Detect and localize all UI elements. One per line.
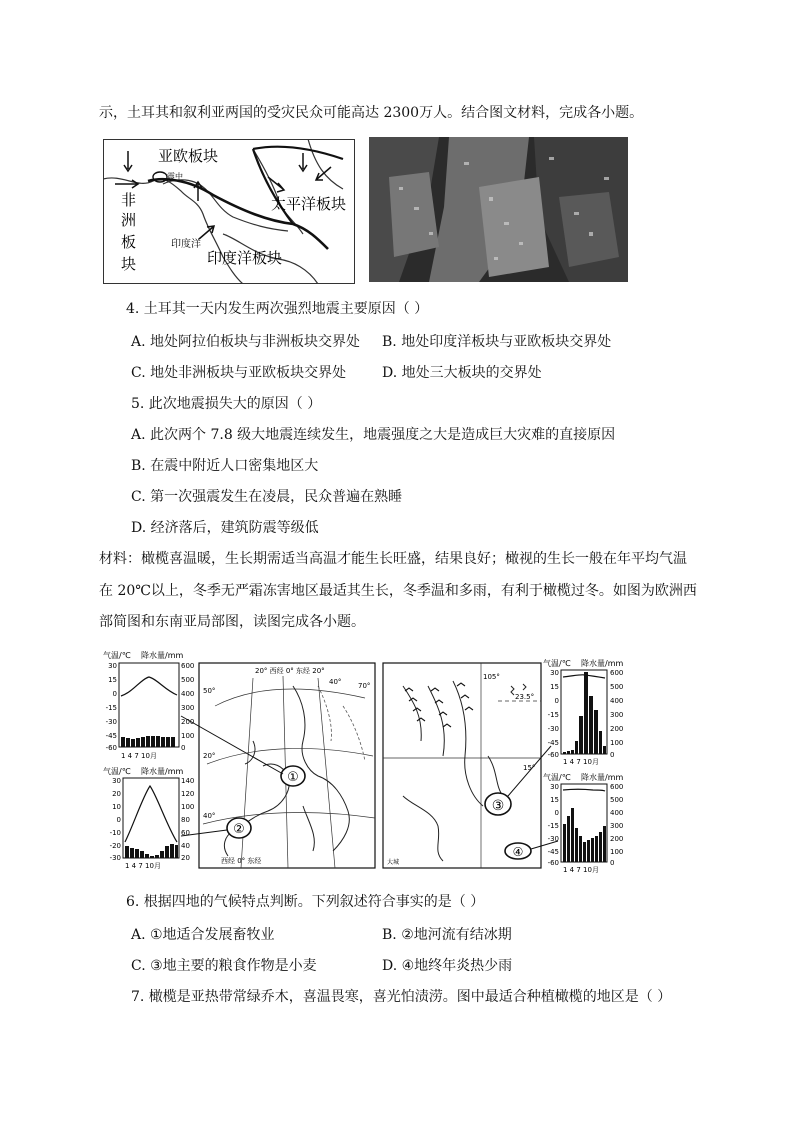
- svg-text:300: 300: [610, 711, 624, 719]
- q5-stem: 5. 此次地震损失大的原因（ ）: [131, 396, 322, 412]
- material-line-1: 材料：橄榄喜温暖，生长期需适当高温才能生长旺盛，结果良好；橄视的生长一般在年平均气温: [99, 551, 687, 567]
- svg-text:30: 30: [112, 777, 121, 785]
- svg-text:15°: 15°: [523, 764, 536, 772]
- q4-option-a: A. 地处阿拉伯板块与非洲板块交界处: [131, 334, 361, 350]
- svg-text:-45: -45: [105, 732, 117, 740]
- svg-text:400: 400: [181, 690, 195, 698]
- svg-text:23.5°: 23.5°: [515, 693, 535, 701]
- svg-text:40°: 40°: [329, 678, 342, 686]
- svg-text:20°: 20°: [203, 752, 216, 760]
- svg-text:105°: 105°: [483, 673, 500, 681]
- svg-text:0: 0: [554, 809, 559, 817]
- svg-text:气温/℃: 气温/℃: [103, 651, 131, 660]
- svg-text:40°: 40°: [203, 812, 216, 820]
- q5-option-b: B. 在震中附近人口密集地区大: [131, 458, 319, 474]
- label-africa-2: 洲: [121, 211, 137, 229]
- europe-map: [181, 663, 375, 868]
- svg-text:-45: -45: [547, 848, 559, 856]
- climate-chart-2: [103, 766, 194, 870]
- svg-text:200: 200: [181, 718, 195, 726]
- svg-text:20° 西经 0° 东经 20°: 20° 西经 0° 东经 20°: [255, 667, 325, 675]
- svg-text:0: 0: [610, 859, 615, 867]
- svg-text:20: 20: [181, 854, 190, 862]
- climate-chart-4: [543, 772, 623, 874]
- svg-text:-60: -60: [105, 744, 117, 752]
- plate-map: [103, 139, 355, 284]
- svg-text:-30: -30: [547, 835, 559, 843]
- label-epicenter: 震中: [167, 172, 183, 181]
- svg-text:30: 30: [550, 669, 559, 677]
- svg-text:600: 600: [181, 662, 195, 670]
- svg-text:600: 600: [610, 669, 624, 677]
- label-indian-ocean: 印度洋: [171, 239, 201, 250]
- svg-text:200: 200: [610, 725, 624, 733]
- svg-text:120: 120: [181, 790, 195, 798]
- svg-text:15: 15: [550, 796, 559, 804]
- label-eurasia: 亚欧板块: [158, 147, 219, 165]
- climate-chart-1: [103, 650, 194, 760]
- svg-text:60: 60: [181, 829, 190, 837]
- svg-text:1 4 7 10月: 1 4 7 10月: [563, 866, 599, 874]
- svg-text:500: 500: [610, 796, 624, 804]
- svg-text:大城: 大城: [387, 859, 400, 866]
- svg-text:-30: -30: [109, 854, 121, 862]
- svg-text:15: 15: [108, 676, 117, 684]
- svg-text:70°: 70°: [358, 682, 371, 690]
- label-africa-4: 块: [121, 255, 137, 273]
- svg-text:1 4 7 10月: 1 4 7 10月: [563, 758, 599, 766]
- svg-text:-30: -30: [547, 725, 559, 733]
- svg-text:200: 200: [610, 835, 624, 843]
- svg-text:气温/℃: 气温/℃: [103, 767, 131, 776]
- label-africa-3: 板: [121, 233, 137, 251]
- q7-stem: 7. 橄榄是亚热带常绿乔木，喜温畏寒，喜光怕渍涝。图中最适合种植橄榄的地区是（ ）: [131, 989, 672, 1005]
- svg-text:降水量/mm: 降水量/mm: [581, 773, 624, 782]
- svg-text:15: 15: [550, 683, 559, 691]
- q5-option-c: C. 第一次强震发生在凌晨，民众普遍在熟睡: [131, 489, 403, 505]
- material-line-2: 在 20℃以上，冬季无严霜冻害地区最适其生长，冬季温和多雨，有利于橄榄过冬。如图为欧洲西: [99, 583, 697, 599]
- svg-text:-45: -45: [547, 739, 559, 747]
- svg-text:20: 20: [112, 790, 121, 798]
- svg-text:80: 80: [181, 816, 190, 824]
- svg-text:30: 30: [108, 662, 117, 670]
- intro-text: 示，土耳其和叙利亚两国的受灾民众可能高达 2300万人。结合图文材料，完成各小题。: [99, 105, 644, 121]
- svg-text:-15: -15: [105, 704, 117, 712]
- svg-text:0: 0: [554, 697, 559, 705]
- q4-option-c: C. 地处非洲板块与亚欧板块交界处: [131, 365, 347, 381]
- q6-stem: 6. 根据四地的气候特点判断。下列叙述符合事实的是（ ）: [126, 894, 485, 910]
- svg-text:-60: -60: [547, 751, 559, 759]
- svg-text:气温/℃: 气温/℃: [543, 773, 571, 782]
- svg-text:0: 0: [112, 690, 117, 698]
- marker-3: ③: [491, 798, 505, 814]
- q6-option-c: C. ③地主要的粮食作物是小麦: [131, 958, 317, 974]
- svg-text:300: 300: [610, 822, 624, 830]
- svg-text:500: 500: [610, 683, 624, 691]
- q4-option-d: D. 地处三大板块的交界处: [382, 365, 542, 381]
- marker-4: ④: [512, 845, 524, 859]
- q6-option-d: D. ④地终年炎热少雨: [382, 958, 513, 974]
- svg-text:140: 140: [181, 777, 195, 785]
- q4-stem: 4. 土耳其一天内发生两次强烈地震主要原因（ ）: [126, 301, 429, 317]
- svg-text:100: 100: [610, 848, 624, 856]
- earthquake-photo: [369, 137, 628, 282]
- svg-text:-20: -20: [109, 842, 121, 850]
- label-pacific: 太平洋板块: [271, 195, 347, 213]
- svg-text:0: 0: [116, 816, 121, 824]
- q5-option-d: D. 经济落后，建筑防震等级低: [131, 520, 319, 536]
- svg-text:500: 500: [181, 676, 195, 684]
- marker-2: ②: [233, 822, 245, 837]
- label-indian: 印度洋板块: [207, 249, 283, 267]
- svg-text:-15: -15: [547, 822, 559, 830]
- southeast-asia-map: [383, 663, 558, 868]
- label-africa-1: 非: [121, 191, 137, 209]
- svg-text:降水量/mm: 降水量/mm: [141, 651, 184, 660]
- marker-1: ①: [287, 770, 299, 785]
- svg-text:-60: -60: [547, 859, 559, 867]
- svg-text:40: 40: [181, 842, 190, 850]
- svg-text:100: 100: [181, 803, 195, 811]
- q4-option-b: B. 地处印度洋板块与亚欧板块交界处: [382, 334, 612, 350]
- svg-text:0: 0: [610, 751, 615, 759]
- svg-text:30: 30: [550, 783, 559, 791]
- svg-text:0: 0: [181, 744, 186, 752]
- svg-text:西经 0° 东经: 西经 0° 东经: [221, 857, 262, 865]
- climate-chart-3: [543, 658, 623, 766]
- svg-text:降水量/mm: 降水量/mm: [141, 767, 184, 776]
- svg-text:300: 300: [181, 704, 195, 712]
- svg-text:400: 400: [610, 697, 624, 705]
- svg-text:400: 400: [610, 809, 624, 817]
- q6-option-a: A. ①地适合发展畜牧业: [131, 927, 275, 943]
- svg-text:1 4 7 10月: 1 4 7 10月: [121, 752, 157, 760]
- svg-text:600: 600: [610, 783, 624, 791]
- svg-text:100: 100: [610, 739, 624, 747]
- svg-text:降水量/mm: 降水量/mm: [581, 659, 624, 668]
- svg-text:50°: 50°: [203, 687, 216, 695]
- q6-option-b: B. ②地河流有结冰期: [382, 927, 512, 943]
- svg-text:100: 100: [181, 732, 195, 740]
- svg-text:-10: -10: [109, 829, 121, 837]
- svg-text:-30: -30: [105, 718, 117, 726]
- svg-text:10: 10: [112, 803, 121, 811]
- svg-text:-15: -15: [547, 711, 559, 719]
- q5-option-a: A. 此次两个 7.8 级大地震连续发生，地震强度之大是造成巨大灾难的直接原因: [131, 427, 616, 443]
- material-line-3: 部简图和东南亚局部图，读图完成各小题。: [99, 614, 365, 630]
- climate-figure: [103, 646, 636, 874]
- svg-text:1 4 7 10月: 1 4 7 10月: [125, 862, 161, 870]
- svg-text:气温/℃: 气温/℃: [543, 659, 571, 668]
